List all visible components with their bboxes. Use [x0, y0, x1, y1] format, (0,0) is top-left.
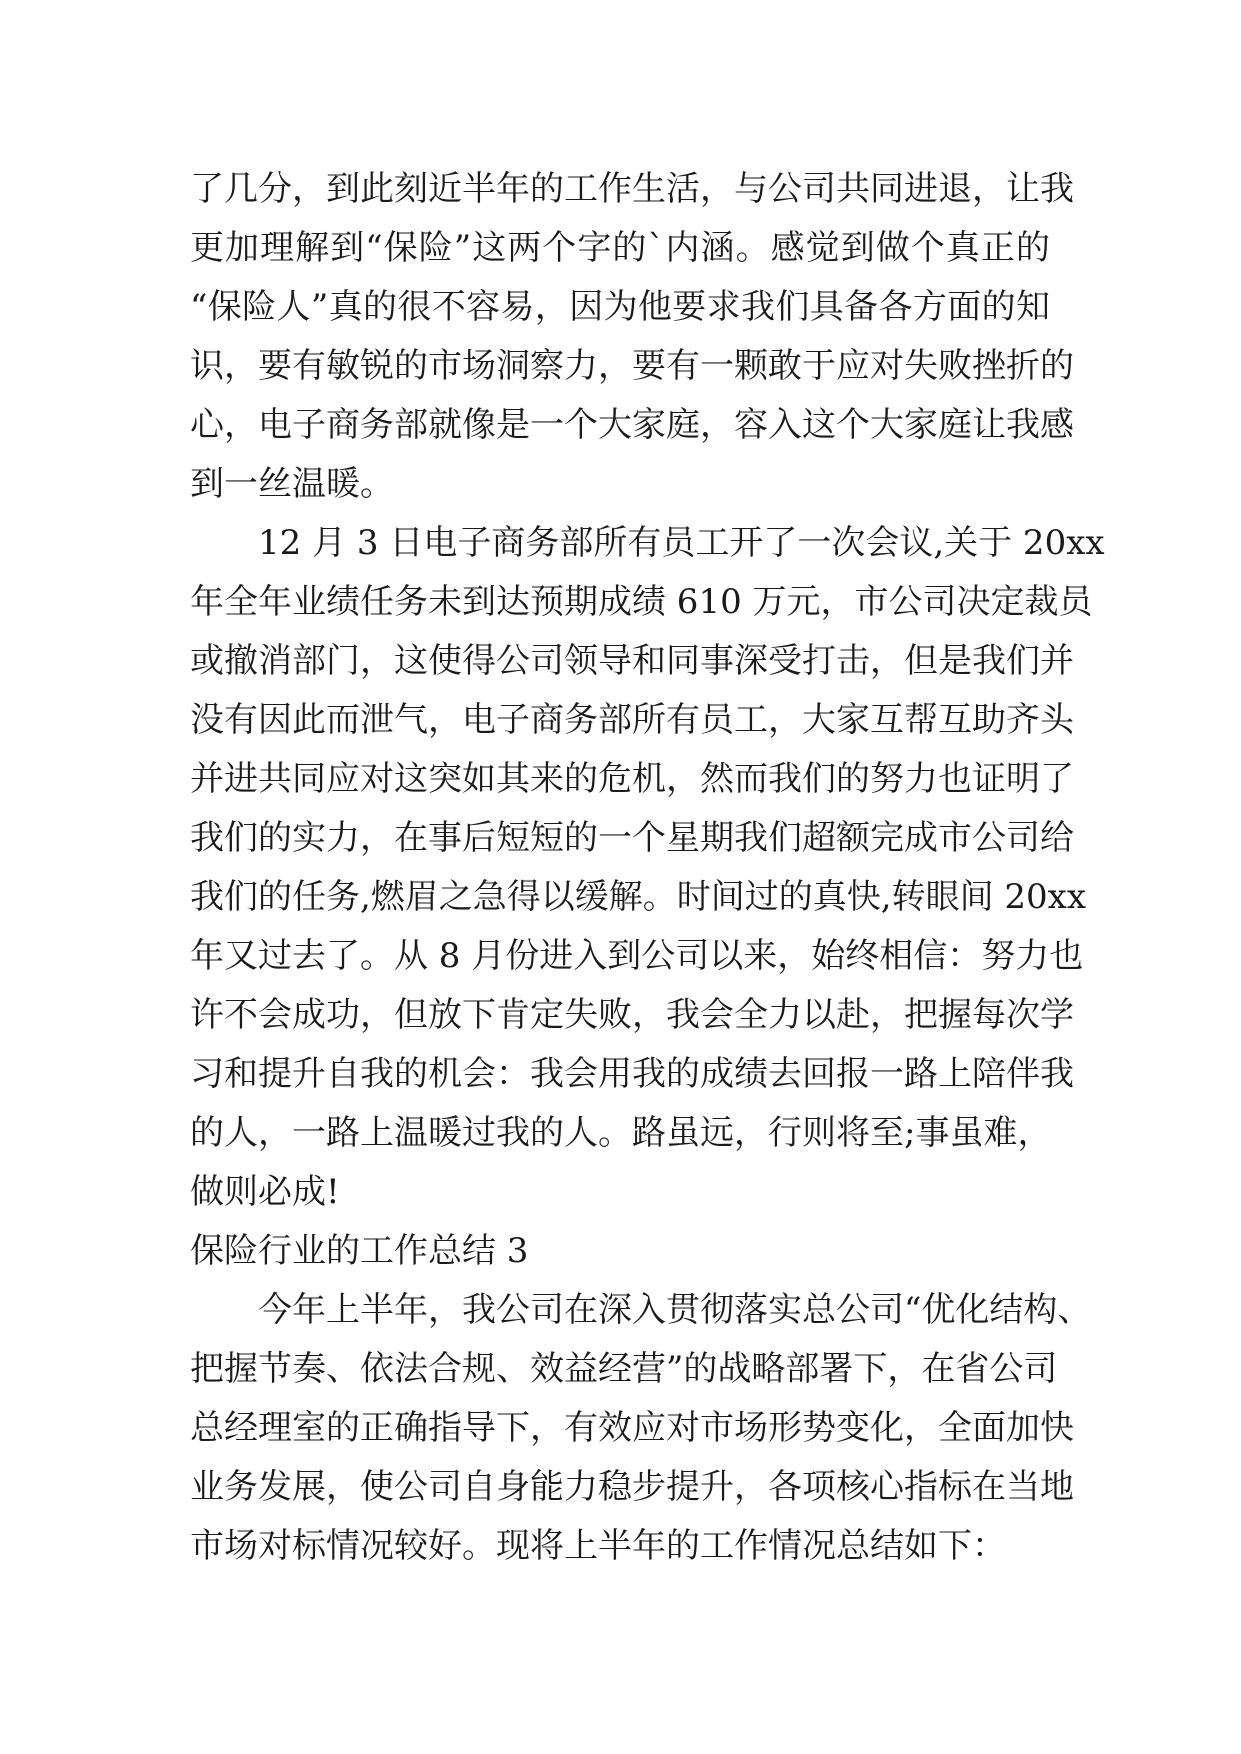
text-line: 习和提升自我的机会：我会用我的成绩去回报一路上陪伴我 — [190, 1054, 1074, 1094]
section-heading — [190, 1222, 1050, 1281]
text-line: 总经理室的正确指导下，有效应对市场形势变化，全面加快 — [190, 1408, 1074, 1448]
text-line: 到一丝温暖。 — [190, 464, 394, 504]
paragraph-meeting — [190, 514, 1105, 1222]
text-line: 并进共同应对这突如其来的危机，然而我们的努力也证明了 — [190, 759, 1074, 799]
text-line: 今年上半年，我公司在深入贯彻落实总公司“优化结构、 — [258, 1290, 1092, 1330]
paragraph-summary-intro — [190, 1281, 1092, 1576]
text-line: 的人，一路上温暖过我的人。路虽远，行则将至;事虽难， — [190, 1113, 1052, 1153]
text-line: 心，电子商务部就像是一个大家庭，容入这个大家庭让我感 — [190, 405, 1074, 445]
text-line: 许不会成功，但放下肯定失败，我会全力以赴，把握每次学 — [190, 995, 1074, 1035]
text-line: 了几分，到此刻近半年的工作生活，与公司共同进退，让我 — [190, 169, 1074, 209]
text-line: 做则必成! — [190, 1172, 340, 1212]
text-line: 我们的实力，在事后短短的一个星期我们超额完成市公司给 — [190, 818, 1074, 858]
text-line: 或撤消部门，这使得公司领导和同事深受打击，但是我们并 — [190, 641, 1074, 681]
text-line: 市场对标情况较好。现将上半年的工作情况总结如下： — [190, 1526, 1006, 1566]
text-line: 年又过去了。从 8 月份进入到公司以来，始终相信：努力也 — [190, 936, 1084, 976]
text-line: 年全年业绩任务未到达预期成绩 610 万元，市公司决定裁员 — [190, 582, 1093, 622]
text-line: 12 月 3 日电子商务部所有员工开了一次会议,关于 20xx — [258, 523, 1105, 563]
text-line: 把握节奏、依法合规、效益经营”的战略部署下，在省公司 — [190, 1349, 1058, 1389]
heading-text: 保险行业的工作总结 3 — [190, 1231, 529, 1271]
text-line: 我们的任务,燃眉之急得以缓解。时间过的真快,转眼间 20xx — [190, 877, 1087, 917]
text-line: 更加理解到“保险”这两个字的`内涵。感觉到做个真正的 — [190, 228, 1050, 268]
text-line: 识，要有敏锐的市场洞察力，要有一颗敢于应对失败挫折的 — [190, 346, 1074, 386]
text-line: “保险人”真的很不容易，因为他要求我们具备各方面的知 — [190, 287, 1050, 327]
paragraph-continuation — [190, 160, 1074, 514]
text-line: 业务发展，使公司自身能力稳步提升，各项核心指标在当地 — [190, 1467, 1074, 1507]
document-body — [190, 160, 1105, 1576]
text-line: 没有因此而泄气，电子商务部所有员工，大家互帮互助齐头 — [190, 700, 1074, 740]
